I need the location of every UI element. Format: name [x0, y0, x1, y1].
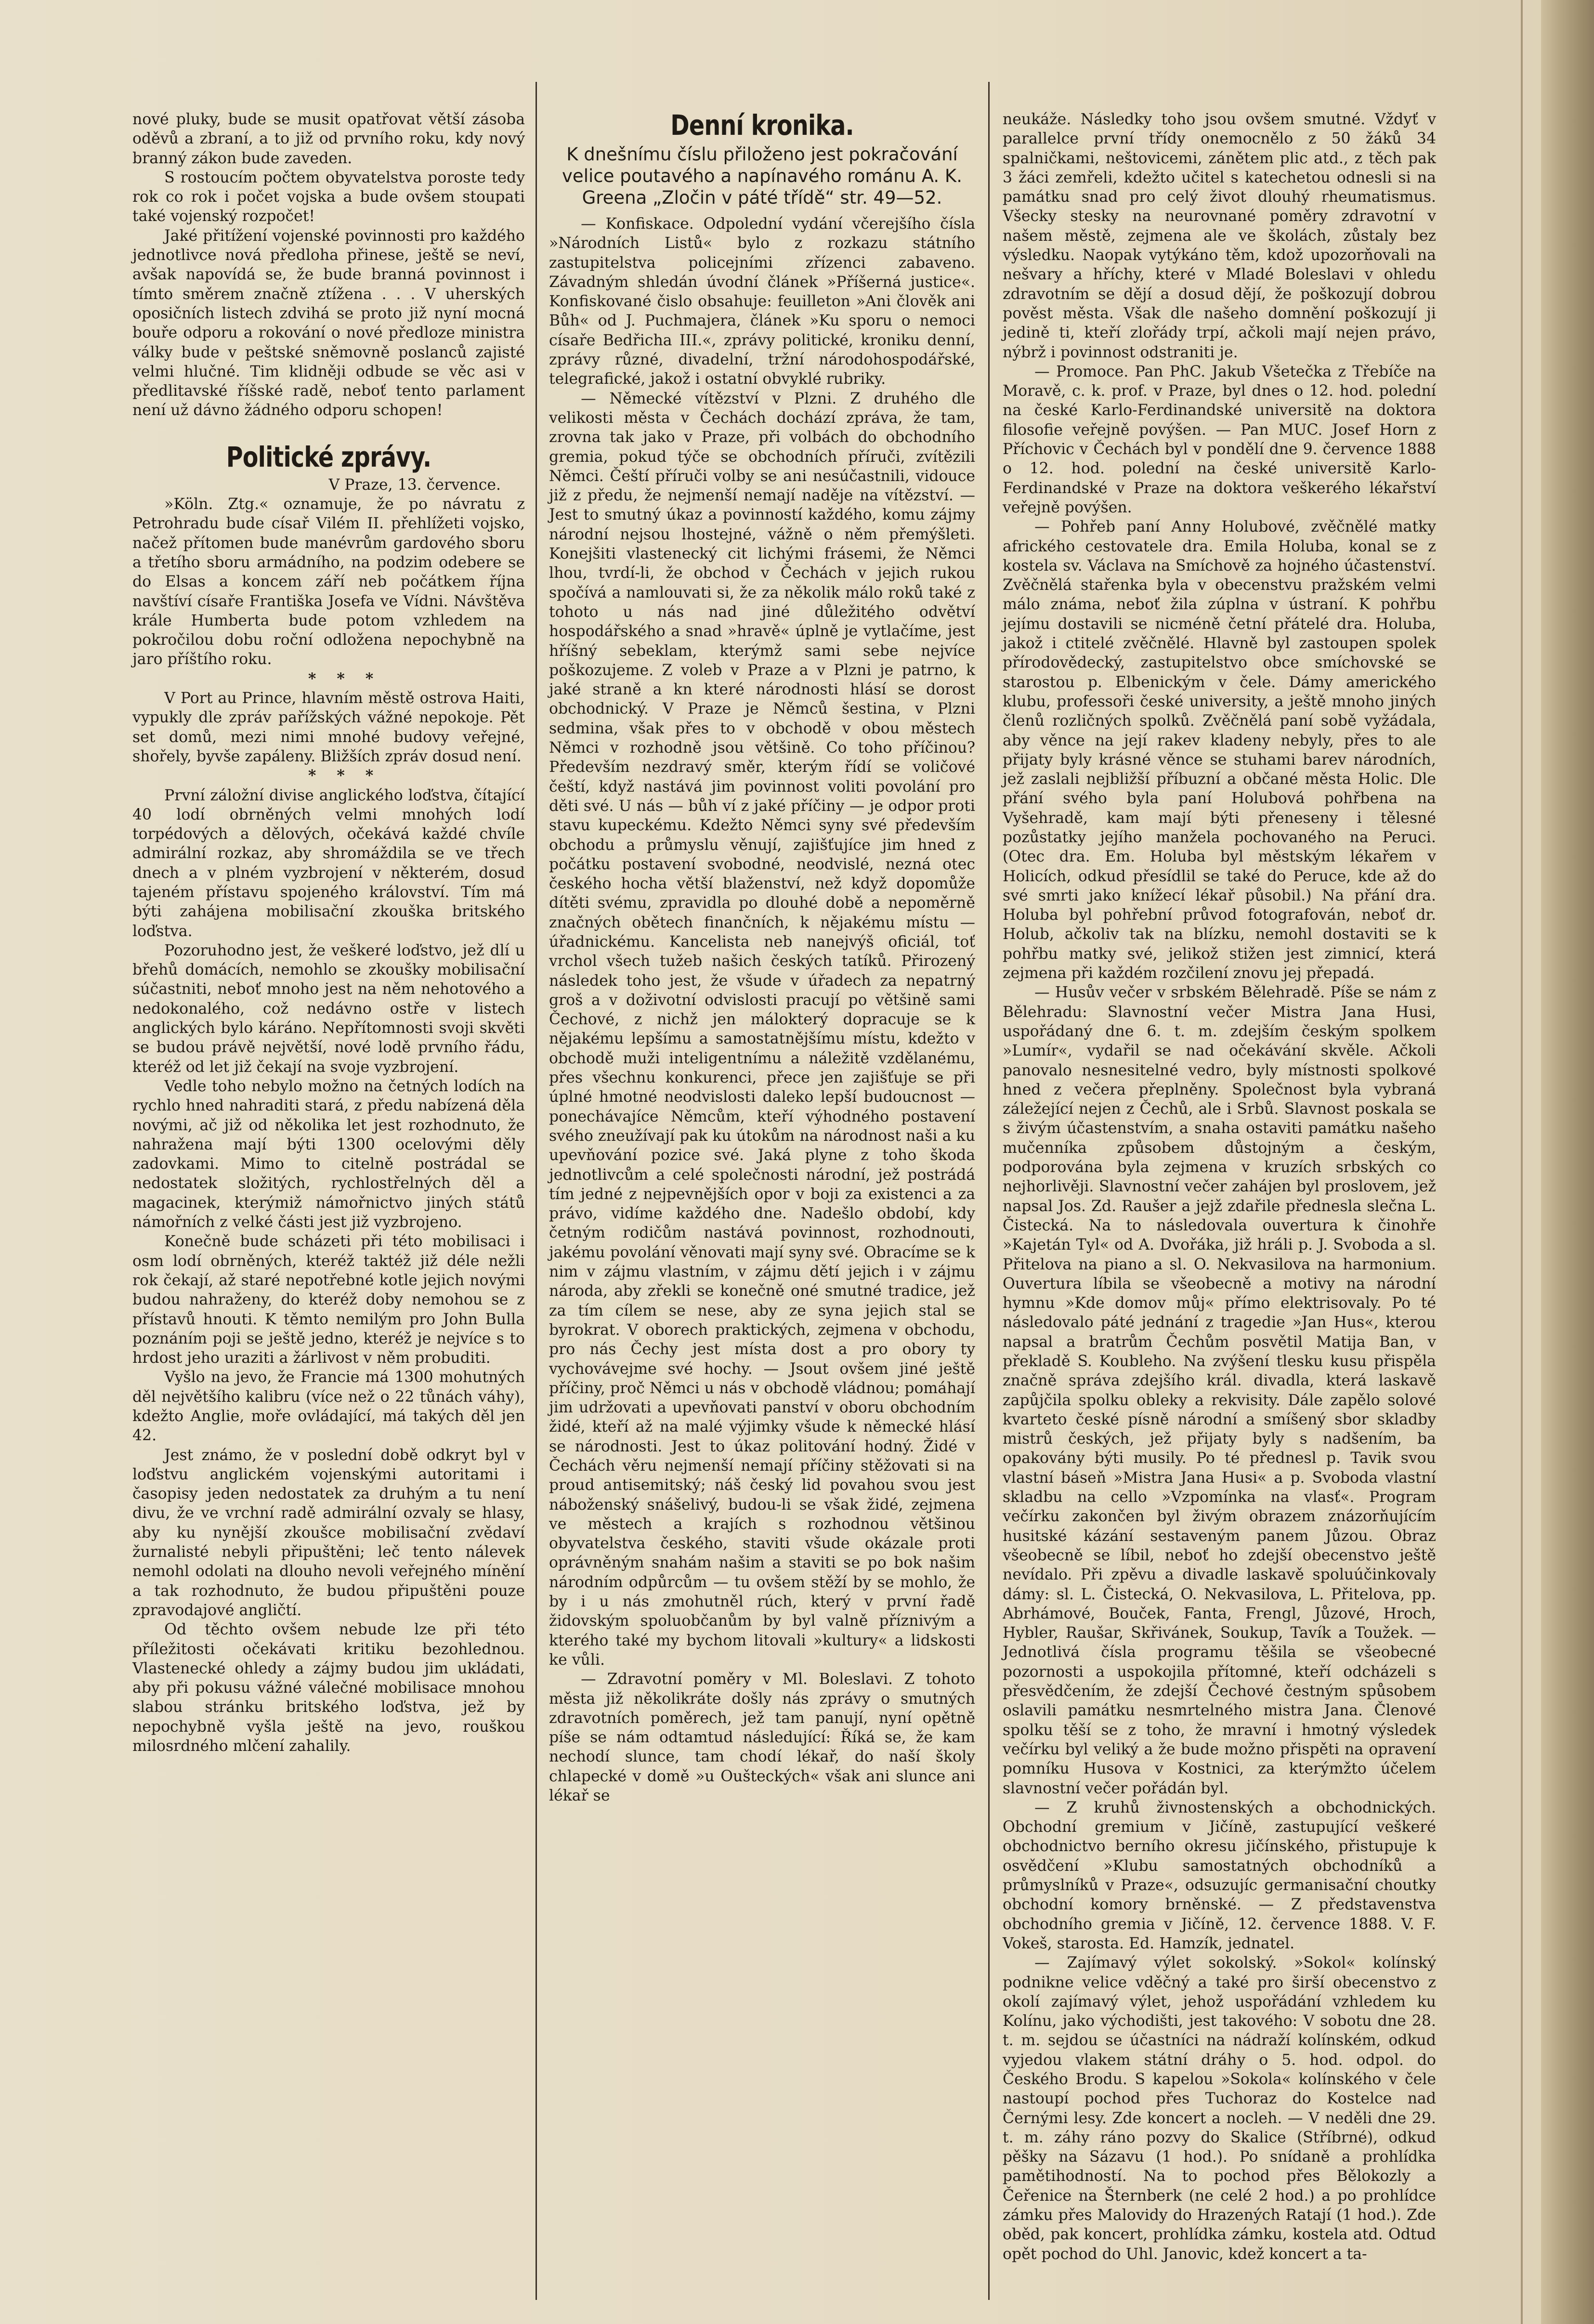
- article-text: Pozoruhodno jest, že veškeré loďstvo, jež dlí u břehů domácích, nemohlo se zkoušky mobilisační súčastniti, neboť mnoho jest na něm nehotového a nedokonalého, což nedávno ostře v listech anglických bylo káráno. Nepřítomnosti svoji skvěti se budou právě největší, nové lodě prvního řádu, kteréž od let již čekají na svoje vyzbrojení.: [132, 941, 525, 1076]
- article-text: Jest známo, že v poslední době odkryt byl v loďstvu anglickém vojenskými autoritami i časopisy jeden nedostatek za druhým a tu není divu, že ve vrchní radě admirální ozvaly se hlasy, aby ku nynější zkoušce mobilisační zvědaví žurnalisté nebyli připuštěni; leč tento nálevek nemohl odolati na dlouho nevoli veřejného mínění a tak rozhodnuto, že budou připuštěni pouze zpravodajové angličtí.: [132, 1446, 525, 1619]
- article-text: Konečně bude scházeti při této mobilisaci i osm lodí obrněných, kteréž taktéž již déle nežli rok čekají, až staré nepotřebné kotle jejich novými budou nahraženy, do kteréž doby nemohou se z přístavů hnouti. K těmto nemilým pro John Bulla poznáním poji se ještě jedno, kteréž je nejvíce s to hrdost jeho uraziti a žárlivost v něm probuditi.: [132, 1233, 525, 1367]
- article-text: — Zdravotní poměry v Ml. Boleslavi. Z tohoto města již několikráte došly nás zprávy o smutných zdravotních poměrech, jež tam panují, nyní opětně píše se nám odtamtud následující: Říká se, že kam nechodí slunce, tam chodí lékař, do naší školy chlapecké v domě »u Oušteckých« však ani slunce ani lékař se: [549, 1671, 975, 1805]
- article-text: — Zajímavý výlet sokolský. »Sokol« kolínský podnikne velice vděčný a také pro širší obecenstvo z okolí zajímavý výlet, jehož uspořádání vzhledem ku Kolínu, jako východišti, jest takového: V sobotu dne 28. t. m. sejdou se účastníci na nádraží kolínském, odkud vyjedou vlakem státní dráhy o 5. hod. odpol. do Českého Brodu. S kapelou »Sokola« kolínského v čele nastoupí pochod přes Tuchoraz do Kostelce nad Černými lesy. Zde koncert a nocleh. — V neděli dne 29. t. m. záhy ráno pozvy do Skalice (Stříbrné), odkud pěšky na Sázavu (1 hod.). Po snídaně a prohlídka pamětihodností. Na to pochod přes Bělokozly a Čeřenice na Šternberk (ne celé 2 hod.) a po prohlídce zámku přes Malovidy do Hrazených Ratají (1 hod.). Zde oběd, pak koncert, prohlídka zámku, kostela atd. Odtud opět pochod do Uhl. Janovic, kdež koncert a ta-: [1003, 1954, 1436, 2263]
- page-binding-edge: [1541, 0, 1594, 2324]
- asterism-separator: * * *: [308, 767, 381, 785]
- dateline: V Praze, 13. července.: [328, 476, 501, 494]
- article-text: První záložní divise anglického loďstva, čítající 40 lodí obrněných velmi mnohých lodí torpédových a dělových, očekává každé chvíle admirální rozkaz, aby shromáždila se ve třech dnech a v plném vyzbrojení v některém, dosud tajeném přístavu spojeného království. Tím má býti zahájena mobilisační zkouška britského loďstva.: [132, 786, 525, 940]
- article-text: Vedle toho nebylo možno na četných lodích na rychlo hned nahraditi stará, z předu nabízená děla novými, ač již od několika let jest rozhodnuto, že nahražena mají býti 1300 ocelovými děly zadovkami. Mimo to citelně postrádal se nedostatek složitých, rychlostřelných děl a magacinek, kterýmiž námořnictvo jiných států námořních z velké části jest již vyzbrojeno.: [132, 1077, 525, 1231]
- article-text: — Německé vítězství v Plzni. Z druhého dle velikosti města v Čechách dochází zpráva, že tam, zrovna tak jako v Praze, při volbách do obchodního gremia, pokud týče se obchodních příruči, zvítězili Němci. Čeští příruči volby se ani nesúčastnili, vidouce již z předu, že nejmenší nemají naděje na vítězství. — Jest to smutný úkaz a povinností každého, komu zájmy národní nejsou lhostejné, vážně o něm přemýšleti. Konejšiti vlastenecký cit lichými frásemi, že Němci lhou, tvrdí-li, že obchod v Čechách v jejich rukou spočívá a namlouvati si, že za několik málo roků také z tohoto u nás nad jiné důležitého odvětví hospodářského a snad »hravě« úplně je vytlačíme, jest hříšný sebeklam, kterýmž sami sebe nejvíce poškozujeme. Z voleb v Praze a v Plzni je patrno, k jaké straně a kn které národnosti hlásí se dorost obchodnický. V Praze je Němců šestina, v Plzni sedmina, však přes to v obchodě v obou městech Němci v rozhodně jsou většině. Co toho příčinou? Především nezdravý směr, kterým řídí se voličové čeští, když nastává jim povinnost voliti povolání pro děti své. U nás — bůh ví z jaké příčiny — je odpor proti stavu kupeckému. Kdežto Němci syny své především obchodu a průmyslu věnují, zajišťujíce jim hned z počátku postavení svobodné, neodvislé, nezná otec českého hocha větší blaženství, než když dopomůže dítěti svému, zpravidla po dlouhé době a nepoměrně značných obětech finančních, k nějakému místu — úřadnickému. Kancelista neb nanejvýš oficiál, toť vrchol všech tužeb našich českých tatíků. Přirozený následek toho jest, že všude v úřadech za nepatrný groš a v doživotní odvislosti pracují po většině sami Čechové, z nichž jen málokterý dopracuje se k nějakému lepšímu a samostatnějšímu místu, kdežto v obchodě muži inteligentnímu a náležitě vzdělanému, přes všechnu konkurenci, přece jen zajišťuje se při úplné hmotné neodvislosti daleko lepší budoucnost — ponechávajíce Němcům, kteří výhodného postavení svého zneužívají pak ku útokům na národnost naši a ku upevňování pozice své. Jaká plyne z toho škoda jednotlivcům a celé společnosti národní, jež postrádá tím jedné z nejpevnějších opor v boji za existenci a za právo, vidíme každého dne. Nadešlo období, kdy četným rodičům nastává povinnost, rozhodnouti, jakému povolání věnovati mají syny své. Obracíme se k nim v zájmu vlastním, v zájmu dětí jejich i v zájmu národa, aby zřekli se konečně oné smutné tradice, jež za tím cílem se nese, aby ze syna jejich stal se byrokrat. V oborech praktických, zejmena v obchodu, pro nás Čechy jest místa dost a pro obory ty vychovávejme své hochy. — Jsout ovšem jiné ještě příčiny, proč Němci u nás v obchodě vládnou; pomáhají jim udržovati a upevňovati panství v oboru obchodním židé, kteří až na malé výjimky všude k německé hlásí se národnosti. Jest to úkaz politování hodný. Židé v Čechách věru nejmenší nemají příčiny stěžovati si na proud antisemitský; náš český lid povahou svou jest náboženský snášelivý, budou-li se však židé, zejmena ve městech a krajích s rozhodnou většinou obyvatelstva českého, staviti všude okázale proti oprávněným snahám našim a staviti se po bok našim národním odpůrcům — tu ovšem stěží by se mohlo, že by i u nás zmohutněl rúch, který v první řadě židovským spoluobčanům by byl valně příznivým a kterého také my bychom litovali »kultury« a lidskosti ke vůli.: [549, 390, 975, 1669]
- article-text: — Husův večer v srbském Bělehradě. Píše se nám z Bělehradu: Slavnostní večer Mistra Jana Husi, uspořádaný dne 6. t. m. zdejším českým spolkem »Lumír«, vydařil se nad očekávání skvěle. Ačkoli panovalo nesnesitelné vedro, byly místnosti spolkové hned z večera přeplněny. Společnost byla vybraná záležející nejen z Čechů, ale i Srbů. Slavnost poskala se s živým účastenstvím, a snaha ostaviti památku našeho mučenníka způsobem důstojným a českým, podporována byla zejmena v kruzích srbských co nejhorlivěji. Slavnostní večer zahájen byl proslovem, jež napsal Jos. Zd. Raušer a jejž zdařile přednesla slečna L. Čistecká. Na to následovala ouvertura k činohře »Kajetán Tyl« od A. Dvořáka, již hráli p. J. Svoboda a sl. Přitelova na piano a sl. O. Nekvasilova na harmonium. Ouvertura líbila se všeobecně a motivy na národní hymnu »Kde domov můj« přímo elektrisovaly. Po té následovalo páté jednání z tragedie »Jan Hus«, kterou napsal a bratrům Čechům posvětil Matija Ban, v překladě S. Koubleho. Na zvýšení tlesku kusu přispěla značně správa zdejšího král. divadla, která laskavě zapůjčila spolku oblekу a rekvisity. Dále zapělo solové kvarteto české písně národní a smíšený sbor skladby mistrů českých, jež přijaty byly s nadšením, ba opakovány býti musily. Po té přednesl p. Tavik svou vlastní báseň »Mistra Jana Husi« a p. Svoboda vlastní skladbu na cello »Vzpomínka na vlasť«. Program večírku zakončen byl živým obrazem znázorňujícím husitské kázání sestaveným panem Jůzou. Obraz všeobecně se líbil, neboť ho zdejší obecenstvo ještě nevídalo. Při zpěvu a divadle laskavě spoluúčinkovaly dámy: sl. L. Čistecká, O. Nekvasilova, L. Přitelova, pp. Abrhámové, Bouček, Fanta, Frengl, Jůzové, Hroch, Hybler, Raušar, Skřivánek, Soukup, Tavík a Toužek. — Jednotlivá čísla programu těšila se všeobecné pozornosti a uspokojila přítomné, kteří odcházeli s přesvědčením, že zdejší Čechové čestným spůsobem oslavili památku nesmrtelného mistra Jana. Členové spolku těší se z toho, že mravní i hmotný výsledek večírku byl veliký a že bude možno přispěti na opravení pomníku Husova v Kostnici, za kterýmžto účelem slavnostní večer pořádán byl.: [1003, 984, 1436, 1797]
- asterism-separator: * * *: [308, 669, 381, 688]
- supplement-notice: K dnešnímu číslu přiloženo jest pokračování velice poutavého a napínavého románu A. K. Greena „Zločin v páté třídě“ str. 49—52.: [562, 144, 962, 208]
- article-text: »Köln. Ztg.« oznamuje, že po návratu z Petrohradu bude císař Vilém II. přehlížeti vojsko, načež přítomen bude manévrům gardového sboru a třetího sboru armádního, na podzim odebere se do Elsas a koncem září neb počátkem října navštíví císaře Františka Josefa ve Vídni. Návštěva krále Humberta bude potom vzhledem na pokročilou dobu roční odložena nepochybně na jaro příštího roku.: [132, 496, 525, 668]
- article-text: nové pluky, bude se musit opatřovat větší zásoba oděvů a zbraní, a to již od prvního roku, kdy nový branný zákon bude zaveden.: [132, 111, 525, 167]
- section-heading-denni-kronika: Denní kronika.: [670, 109, 854, 142]
- column-3: [1003, 110, 1436, 2264]
- column-1: [132, 110, 525, 1756]
- article-text: Jaké přitížení vojenské povinnosti pro každého jednotlivce nová předloha přinese, ještě se neví, avšak napovídá se, že bude branná povinnost i tímto směrem značně ztížena . . . V uherských oposičních listech zdvihá se proto již nyní mocná bouře odporu a rokování o nové předloze ministra války bude v peštské sněmovně poslanců zajisté velmi hlučné. Tim klidněji odbude se věc asi v předlitavské říšské radě, neboť tento parlament není už dávno žádného odporu schopen!: [132, 227, 525, 419]
- article-text: V Port au Prince, hlavním městě ostrova Haiti, vypukly dle zpráv pařížských vážné nepokoje. Pět set domů, mezi nimi mnohé budovy veřejné, shořely, byvše zapáleny. Bližších zpráv dosud není.: [132, 690, 525, 765]
- section-heading-politicke-zpravy: Politické zprávy.: [226, 440, 431, 473]
- column-rule-2: [988, 82, 990, 2300]
- article-text: — Z kruhů živnostenských a obchodnických. Obchodní gremium v Jičíně, zastupující veškeré obchodnictvo berního okresu jičínského, přistupuje k osvědčení »Klubu samostatných obchodníků a průmyslníků v Praze«, odsuzujíc germanisační choutky obchodní komory brněnské. — Z představenstva obchodního gremia v Jičíně, 12. července 1888. V. F. Vokeš, starosta. Ed. Hamzík, jednatel.: [1003, 1799, 1436, 1952]
- article-text: neukáže. Následky toho jsou ovšem smutné. Vždyť v parallelce první třídy onemocnělo z 50 žáků 34 spalničkami, neštovicemi, zánětem plic atd., z těch pak 3 žáci zemřeli, kdežto učitel s katechetou odnesli si na památku snad pro celý život dlouhý rheumatismus. Všecky stesky na neurovnané poměry zdravotní v našem městě, zejmena ale ve školách, zůstaly bez výsledku. Naopak vytýkáno těm, kdož upozorňovali na nešvary a hříchy, které v Mladé Boleslavi v ohledu zdravotním se dějí a dosud dějí, že poškozují dobrou pověst města. Však dle našeho domnění poškozují ji jedině ti, kteří zlořády trpí, ačkoli mají nejen právo, nýbrž i povinnost odstraniti je.: [1003, 111, 1436, 361]
- article-text: Od těchto ovšem nebude lze při této příležitosti očekávati kritiku bezohlednou. Vlastenecké ohledy a zájmy budou jim ukládati, aby při pokusu vážné válečné mobilisace mnohou slabou stránku britského loďstva, jež by nepochybně vyšla ještě na jevo, rouškou milosrdného mlčení zahalily.: [132, 1621, 525, 1755]
- article-text: — Pohřeb paní Anny Holubové, zvěčnělé matky afrického cestovatele dra. Emila Holuba, konal se z kostela sv. Václava na Smíchově za hojného účastenství. Zvěčnělá stařenka byla v obecenstvu pražském velmi málo známa, neboť žila zúplna v ústraní. K pohřbu jejímu dostavili se nicméně četní přátelé dra. Holuba, jakož i ctitelé zvěčnělé. Hlavně byl zastoupen spolek přírodovědecký, zastupitelstvo obce smíchovské se starostou p. Elbenickým v čele. Dámy amerického klubu, professoři české university, a ještě mnoho jiných členů rozličných spolků. Zvěčnělá paní sobě vyžádala, aby věnce na její rakev kladeny nebyly, přes to ale přijaty byly krásné věnce se stuhami barev národních, jež zaslali nejbližší příbuzní a občané města Holic. Dle přání svého byla paní Holubová pohřbena na Vyšehradě, kam mají býti přeneseny i tělesné pozůstatky jejího manžela pochovaného na Peruci. (Otec dra. Em. Holuba byl městským lékařem v Holicích, odkud přesídlil se také do Peruce, kde až do své smrti jako knížecí lékař působil.) Na přání dra. Holuba byl pohřební průvod fotografován, neboť dr. Holub, ačkoliv tak na blízku, nemohl dostaviti se k pohřbu matky své, jelikož stižen jest zimnicí, která zejmena při každém rozčilení znovu jej přepadá.: [1003, 518, 1436, 982]
- column-2: [549, 110, 975, 1805]
- column-rule-1: [536, 82, 537, 2300]
- article-text: — Promoce. Pan PhC. Jakub Všetečka z Třebíče na Moravě, c. k. prof. v Praze, byl dnes o 12. hod. polední na české Karlo-Ferdinandské universitě na doktora filosofie veřejně povýšen. — Pan MUC. Josef Horn z Příchovic v Čechách byl v pondělí dne 9. července 1888 o 12. hod. polední na české universitě Karlo-Ferdinandské v Praze na doktora veškerého lékařství veřejně povýšen.: [1003, 363, 1436, 516]
- page-fold-line: [1521, 0, 1523, 2324]
- article-text: Vyšlo na jevo, že Francie má 1300 mohutných děl největšího kalibru (více než o 22 tůnách váhy), kdežto Anglie, moře ovládající, má takých děl jen 42.: [132, 1369, 525, 1445]
- article-text: — Konfiskace. Odpolední vydání včerejšího čísla »Národních Listů« bylo z rozkazu státního zastupitelstva policejními zřízenci zabaveno. Závadným shledán úvodní článek »Příšerná justice«. Konfiskované čislo obsahuje: feuilleton »Ani člověk ani Bůh« od J. Puchmajera, článek »Ku sporu o nemoci císaře Bedřicha III.«, zprávy politické, kroniku denní, zprávy různé, divadelní, tržní národohospodářské, telegrafické, jakož i ostatní obvyklé rubriky.: [549, 215, 975, 388]
- article-text: S rostoucím počtem obyvatelstva poroste tedy rok co rok i počet vojska a bude ovšem stoupati také vojenský rozpočet!: [132, 169, 525, 225]
